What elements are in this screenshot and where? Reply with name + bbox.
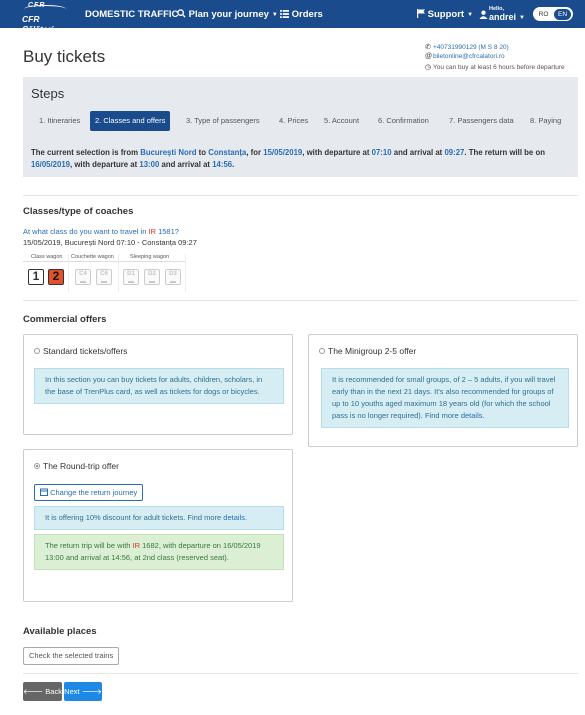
minigroup-details-link[interactable]: details bbox=[460, 411, 483, 420]
return-train-type: IR bbox=[132, 541, 141, 550]
calendar-icon bbox=[40, 488, 48, 496]
step-classes-offers[interactable]: 2. Classes and offers bbox=[90, 111, 170, 131]
change-return-journey-button[interactable] bbox=[34, 484, 143, 501]
logo-bottom-text: CFR Călători bbox=[22, 14, 54, 34]
step-confirmation[interactable]: 6. Confirmation bbox=[378, 116, 429, 125]
back-button[interactable] bbox=[23, 682, 62, 701]
sleeping-wagon-label: Sleeping wagon bbox=[130, 254, 170, 260]
standard-offer-radio[interactable] bbox=[34, 348, 40, 354]
nav-plan-journey[interactable] bbox=[177, 9, 278, 20]
step-prices[interactable]: 4. Prices bbox=[279, 116, 309, 125]
nav-orders[interactable] bbox=[280, 9, 323, 20]
bed-icon: ▬ bbox=[149, 279, 155, 285]
next-label: Next bbox=[64, 687, 80, 696]
steps-panel bbox=[23, 77, 578, 177]
list-icon bbox=[280, 10, 289, 18]
divider bbox=[23, 300, 578, 301]
check-selected-trains-button[interactable]: Check the selected trains bbox=[23, 647, 119, 665]
logo-top-text: CFR bbox=[28, 2, 46, 9]
change-return-journey-label: Change the return journey bbox=[50, 488, 138, 497]
couchette-c4-button: C4 ▬ bbox=[75, 269, 91, 285]
sleeping-d1-button: D1 ▬ bbox=[123, 269, 139, 285]
roundtrip-offer-title: The Round-trip offer bbox=[34, 461, 119, 471]
route-info: 15/05/2019, București Nord 07:10 - Constanța 09:27 bbox=[23, 238, 197, 247]
top-navbar bbox=[0, 0, 585, 34]
divider bbox=[23, 673, 578, 674]
sleeping-d2-button: D2 ▬ bbox=[144, 269, 160, 285]
hello-label: Hello, bbox=[489, 6, 504, 12]
step-passengers-data[interactable]: 7. Passengers data bbox=[449, 116, 514, 125]
page-title: Buy tickets bbox=[23, 47, 106, 66]
from-station: București Nord bbox=[140, 148, 197, 157]
return-departure: 13:00 bbox=[139, 160, 160, 169]
flag-icon bbox=[417, 9, 425, 18]
couchette-wagon-label: Couchette wagon bbox=[71, 254, 114, 260]
group-separator bbox=[118, 254, 119, 292]
roundtrip-details-link[interactable]: details bbox=[223, 513, 245, 522]
minigroup-offer-title: The Minigroup 2-5 offer bbox=[319, 346, 416, 356]
at-icon: @ bbox=[425, 53, 433, 60]
step-account[interactable]: 5. Account bbox=[324, 116, 360, 125]
standard-offer-info: In this section you can buy tickets for adults, children, scholars, in the base of TrenPlus card, as well as tickets for dogs or bicycles. bbox=[34, 368, 284, 404]
nav-plan-journey-label: Plan your journey bbox=[188, 9, 269, 20]
cfr-logo[interactable] bbox=[22, 2, 72, 34]
language-toggle bbox=[533, 7, 573, 21]
arrow-left-icon: 🡐 bbox=[23, 687, 44, 696]
class-wagon-label: Class wagon bbox=[31, 254, 63, 260]
contact-note-text: You can buy at least 6 hours before departure bbox=[433, 64, 565, 71]
standard-offer-title: Standard tickets/offers bbox=[34, 346, 127, 356]
nav-support[interactable] bbox=[417, 9, 473, 20]
contact-phone bbox=[425, 43, 509, 51]
lang-ro-button[interactable]: RO bbox=[538, 10, 549, 18]
nav-domestic-traffic[interactable]: DOMESTIC TRAFFIC bbox=[85, 9, 179, 20]
roundtrip-offer-card[interactable] bbox=[23, 449, 293, 602]
outbound-departure: 07:10 bbox=[371, 148, 392, 157]
chevron-down-icon: ▼ bbox=[271, 12, 278, 18]
class-2-button[interactable]: 2 bbox=[48, 269, 64, 285]
bed-icon: ▬ bbox=[80, 279, 86, 285]
group-divider bbox=[23, 261, 185, 262]
contact-email bbox=[425, 53, 505, 60]
step-type-passengers[interactable]: 3. Type of passengers bbox=[186, 116, 260, 125]
minigroup-offer-card[interactable] bbox=[308, 334, 578, 447]
user-name: andrei bbox=[489, 12, 517, 22]
nav-support-label: Support bbox=[427, 9, 465, 20]
steps-title: Steps bbox=[31, 86, 65, 101]
minigroup-offer-info: It is recommended for small groups, of 2 – 5 adults, if you will travel early than in the next 21 days. It's also recommended for groups of up to 10 youths aged maximum 18 years old (for which the school pass is no longer required). Find more details. bbox=[321, 368, 569, 428]
back-label: Back bbox=[45, 687, 62, 696]
lang-en-button[interactable]: EN bbox=[554, 9, 571, 20]
roundtrip-offer-radio[interactable] bbox=[34, 463, 40, 469]
roundtrip-discount-info: It is offering 10% discount for adult tickets. Find more details. bbox=[34, 506, 284, 530]
class-question: At what class do you want to travel in IR 1581? bbox=[23, 227, 179, 236]
divider bbox=[23, 195, 578, 196]
user-icon bbox=[479, 10, 488, 19]
user-menu[interactable] bbox=[489, 12, 525, 22]
standard-offer-card[interactable] bbox=[23, 334, 293, 435]
group-separator bbox=[68, 254, 69, 292]
nav-orders-label: Orders bbox=[291, 9, 323, 20]
bed-icon: ▬ bbox=[170, 279, 176, 285]
current-selection-text: The current selection is from București Nord to Constanța, for 15/05/2019, with departure at 07:10 and arrival at 09:27. The return will be on 16/05/2019, with departure at 13:00 and arrival at 14:56. bbox=[31, 148, 545, 169]
return-date: 16/05/2019 bbox=[31, 160, 71, 169]
step-itineraries[interactable]: 1. Itineraries bbox=[39, 116, 81, 125]
offers-section-title: Commercial offers bbox=[23, 314, 107, 325]
email-link[interactable]: biletonline@cfrcalatori.ro bbox=[433, 53, 505, 60]
phone-icon: ✆ bbox=[425, 44, 431, 51]
arrow-right-icon: 🡒 bbox=[81, 687, 102, 696]
couchette-c6-button: C6 ▬ bbox=[96, 269, 112, 285]
class-1-button[interactable]: 1 bbox=[28, 269, 44, 285]
bed-icon: ▬ bbox=[128, 279, 134, 285]
outbound-arrival: 09:27 bbox=[444, 148, 465, 157]
search-icon bbox=[177, 9, 186, 18]
return-trip-info: The return trip will be with IR 1682, with departure on 16/05/2019 13:00 and arrival at 14:56, at 2nd class (reserved seat). bbox=[34, 534, 284, 570]
group-separator bbox=[185, 254, 186, 292]
to-station: Constanța bbox=[208, 148, 247, 157]
clock-icon: ◷ bbox=[425, 64, 432, 71]
next-button[interactable] bbox=[64, 682, 102, 701]
minigroup-offer-radio[interactable] bbox=[319, 348, 325, 354]
train-type: IR bbox=[148, 227, 156, 236]
sleeping-d3-button: D3 ▬ bbox=[165, 269, 181, 285]
classes-section-title: Classes/type of coaches bbox=[23, 206, 134, 217]
available-places-title: Available places bbox=[23, 626, 97, 637]
chevron-down-icon: ▼ bbox=[467, 12, 474, 18]
bed-icon: ▬ bbox=[101, 279, 107, 285]
contact-note bbox=[425, 63, 565, 71]
step-paying[interactable]: 8. Paying bbox=[530, 116, 562, 125]
phone-link[interactable]: +40731990129 (M S 8 20) bbox=[433, 44, 509, 51]
return-arrival: 14:56 bbox=[212, 160, 233, 169]
outbound-date: 15/05/2019 bbox=[263, 148, 303, 157]
chevron-down-icon: ▼ bbox=[519, 15, 525, 21]
